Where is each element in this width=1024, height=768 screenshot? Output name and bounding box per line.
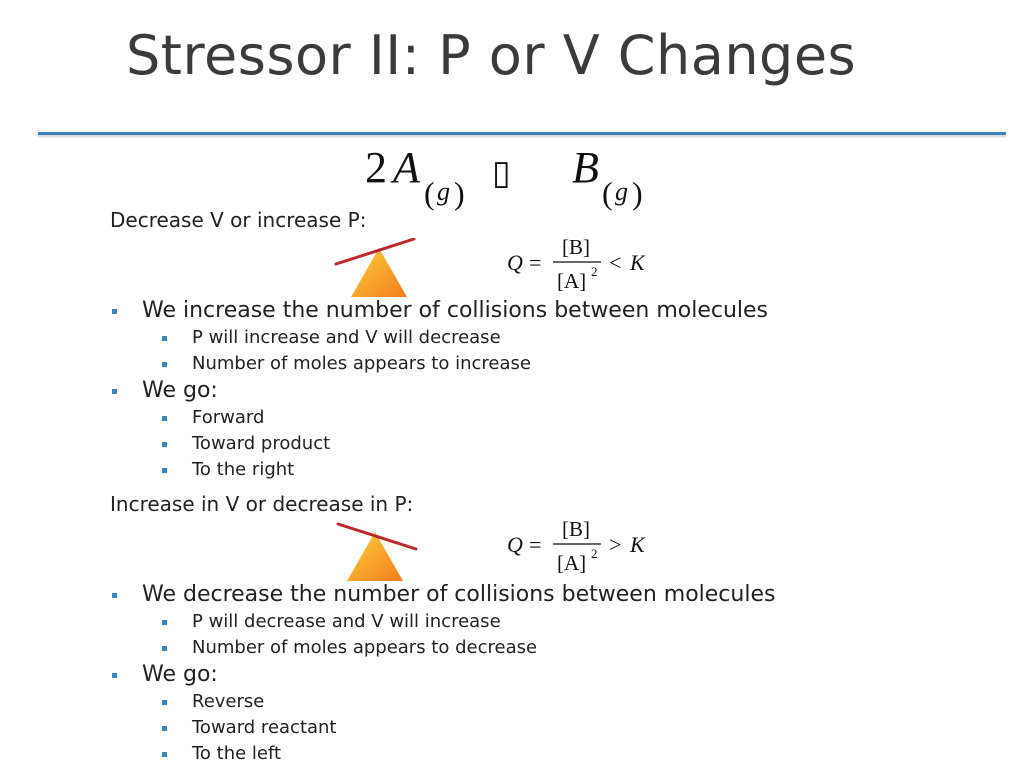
list-item: Number of moles appears to increase	[110, 351, 768, 377]
list-item: We decrease the number of collisions between molecules	[110, 581, 775, 609]
section2-quotient-equation	[505, 514, 665, 576]
eq1-equals: =	[529, 250, 542, 275]
fulcrum-triangle	[347, 532, 403, 581]
bullet-square-icon	[112, 593, 117, 598]
eq1-rhs: K	[630, 250, 645, 275]
list-item: P will decrease and V will increase	[110, 609, 775, 635]
list-item: We go:	[110, 661, 775, 689]
eq1-relation: <	[609, 250, 622, 275]
product-species: B	[572, 143, 599, 192]
section1-heading: Decrease V or increase P:	[110, 208, 367, 232]
reactant-coefficient: 2	[365, 143, 387, 192]
section2-heading: Increase in V or decrease in P:	[110, 492, 414, 516]
eq1-exponent: 2	[591, 264, 598, 279]
list-item: Toward reactant	[110, 715, 775, 741]
slide-title: Stressor II: P or V Changes	[126, 24, 857, 87]
product-phase: g	[615, 177, 628, 206]
bullet-square-icon	[162, 646, 167, 651]
reactant-phase-open-paren: (	[424, 175, 435, 211]
bullet-square-icon	[112, 309, 117, 314]
eq1-lhs: Q	[507, 250, 523, 275]
reactant-phase: g	[437, 177, 450, 206]
list-item: We increase the number of collisions between molecules	[110, 297, 768, 325]
eq1-numerator: [B]	[562, 235, 590, 259]
bullet-square-icon	[162, 700, 167, 705]
eq2-relation: >	[609, 532, 622, 557]
product-phase-open-paren: (	[602, 175, 613, 211]
title-divider	[38, 132, 1006, 135]
reaction-arrow-icon: ▯	[492, 153, 511, 193]
list-item: To the right	[110, 457, 768, 483]
eq2-equals: =	[529, 532, 542, 557]
section2-bullet-list	[110, 581, 775, 767]
reactant-species: A	[393, 143, 420, 192]
eq2-denominator: [A]	[557, 551, 587, 575]
list-item: Number of moles appears to decrease	[110, 635, 775, 661]
bullet-square-icon	[162, 726, 167, 731]
bullet-square-icon	[162, 362, 167, 367]
bullet-square-icon	[162, 336, 167, 341]
seesaw-tilted-right-icon	[330, 522, 420, 582]
list-item: Reverse	[110, 689, 775, 715]
product-phase-close-paren: )	[632, 175, 643, 211]
section1-quotient-equation	[505, 232, 665, 294]
eq2-rhs: K	[630, 532, 645, 557]
reactant-phase-close-paren: )	[454, 175, 465, 211]
eq2-lhs: Q	[507, 532, 523, 557]
eq1-denominator: [A]	[557, 269, 587, 293]
list-item: To the left	[110, 741, 775, 767]
bullet-square-icon	[162, 468, 167, 473]
list-item: We go:	[110, 377, 768, 405]
bullet-square-icon	[162, 442, 167, 447]
bullet-square-icon	[112, 389, 117, 394]
seesaw-tilted-left-icon	[334, 238, 424, 298]
list-item: Toward product	[110, 431, 768, 457]
eq2-exponent: 2	[591, 546, 598, 561]
eq2-numerator: [B]	[562, 517, 590, 541]
bullet-square-icon	[162, 752, 167, 757]
bullet-square-icon	[112, 673, 117, 678]
list-item: Forward	[110, 405, 768, 431]
bullet-square-icon	[162, 620, 167, 625]
reaction-equation	[362, 140, 662, 215]
bullet-square-icon	[162, 416, 167, 421]
list-item: P will increase and V will decrease	[110, 325, 768, 351]
section1-bullet-list	[110, 297, 768, 483]
